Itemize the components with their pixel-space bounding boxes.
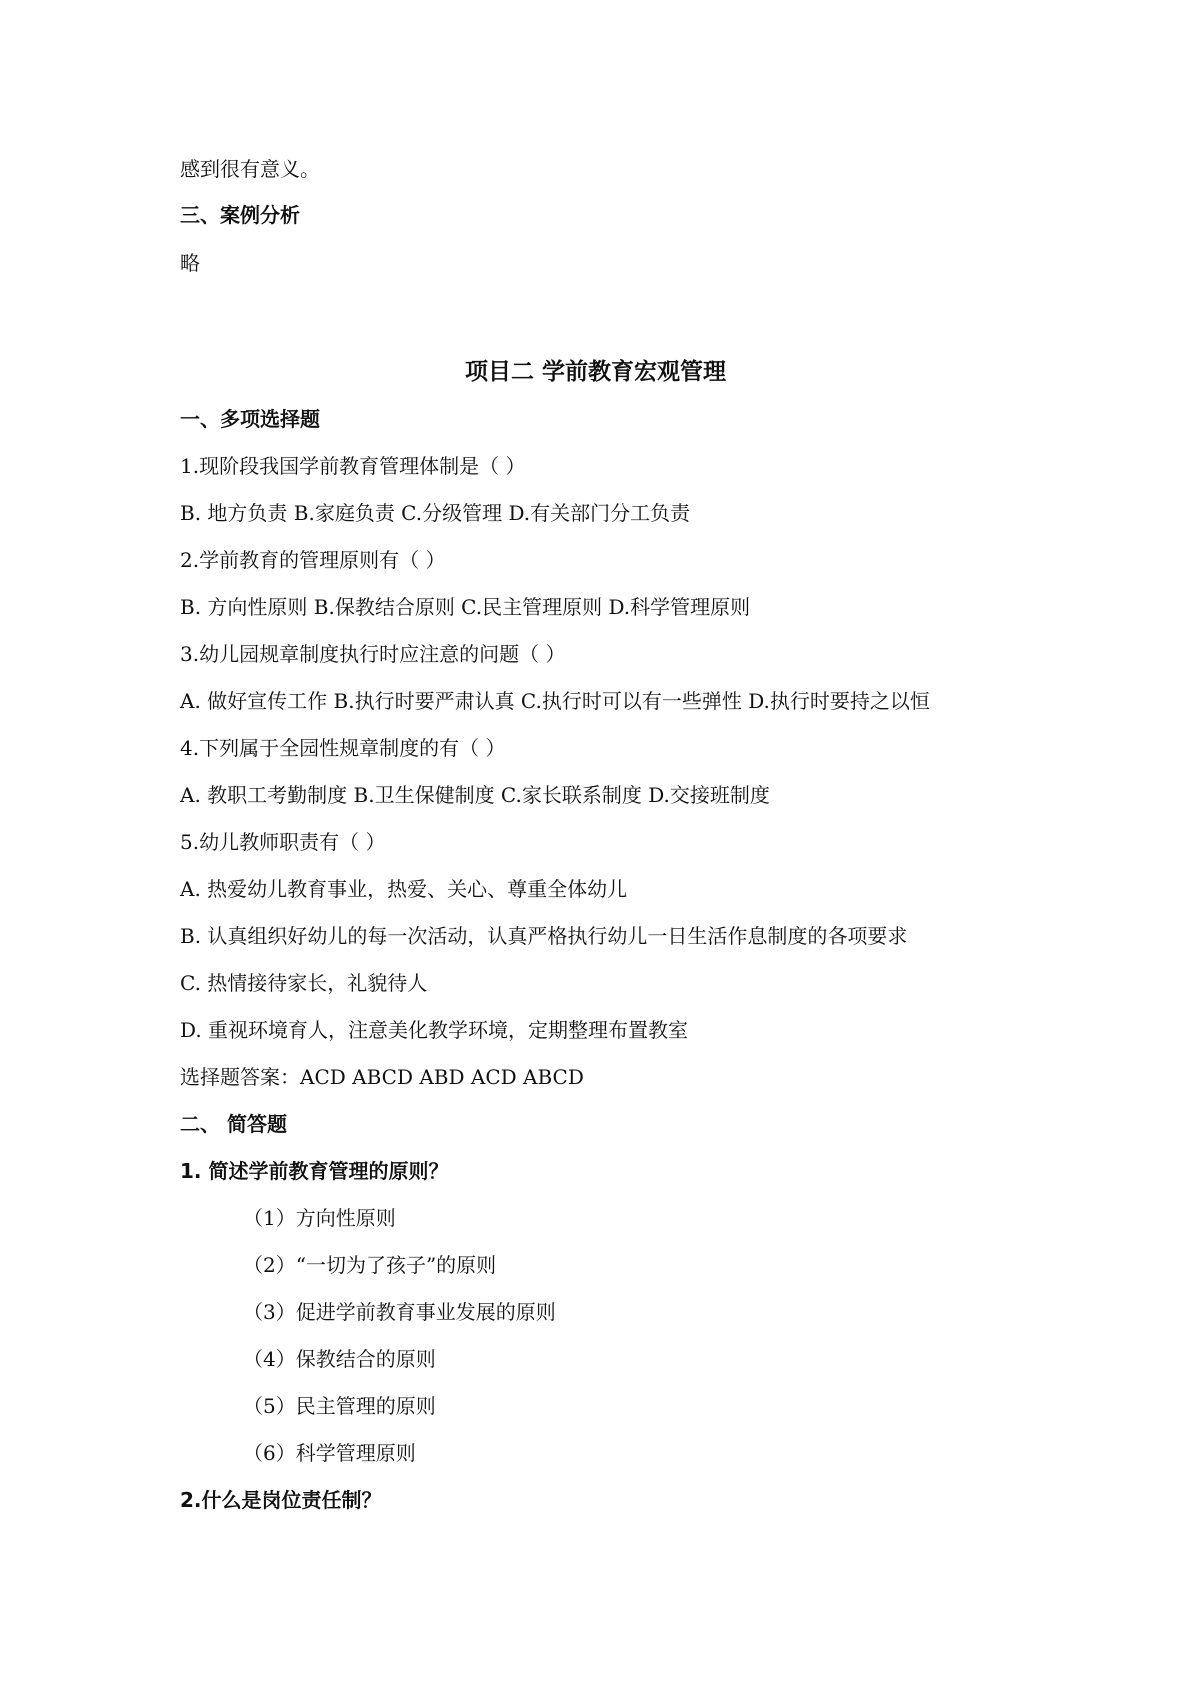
question-4-options: A. 教职工考勤制度 B.卫生保健制度 C.家长联系制度 D.交接班制度	[180, 783, 770, 807]
question-2-options: B. 方向性原则 B.保教结合原则 C.民主管理原则 D.科学管理原则	[180, 595, 751, 619]
case-analysis-body: 略	[180, 251, 200, 275]
short-answer-question-2: 2.什么是岗位责任制？	[180, 1488, 382, 1512]
principle-item-5: （5）民主管理的原则	[243, 1394, 436, 1418]
question-3: 3.幼儿园规章制度执行时应注意的问题（ ）	[180, 642, 566, 666]
principle-item-3: （3）促进学前教育事业发展的原则	[243, 1300, 556, 1324]
question-1: 1.现阶段我国学前教育管理体制是（ ）	[180, 454, 526, 478]
question-5-option-d: D. 重视环境育人，注意美化教学环境，定期整理布置教室	[180, 1018, 689, 1042]
top-paragraph: 感到很有意义。	[180, 157, 320, 181]
multiple-choice-heading: 一、多项选择题	[180, 407, 320, 431]
question-1-options: B. 地方负责 B.家庭负责 C.分级管理 D.有关部门分工负责	[180, 501, 691, 525]
question-4: 4.下列属于全园性规章制度的有（ ）	[180, 736, 506, 760]
principle-item-4: （4）保教结合的原则	[243, 1347, 436, 1371]
principle-item-1: （1）方向性原则	[243, 1206, 396, 1230]
short-answer-heading: 二、 简答题	[180, 1112, 287, 1136]
case-analysis-heading: 三、案例分析	[180, 203, 300, 227]
question-5-option-a: A. 热爱幼儿教育事业，热爱、关心、尊重全体幼儿	[180, 877, 628, 901]
question-3-options: A. 做好宣传工作 B.执行时要严肃认真 C.执行时可以有一些弹性 D.执行时要持之以恒	[180, 689, 930, 713]
project-title: 项目二 学前教育宏观管理	[464, 359, 726, 385]
question-2: 2.学前教育的管理原则有（ ）	[180, 548, 446, 572]
principle-item-6: （6）科学管理原则	[243, 1441, 416, 1465]
question-5-option-c: C. 热情接待家长，礼貌待人	[180, 971, 428, 995]
question-5-option-b: B. 认真组织好幼儿的每一次活动，认真严格执行幼儿一日生活作息制度的各项要求	[180, 924, 908, 948]
answer-key: 选择题答案：ACD ABCD ABD ACD ABCD	[180, 1065, 584, 1089]
principle-item-2: （2）“一切为了孩子”的原则	[243, 1253, 497, 1277]
short-answer-question-1: 1. 简述学前教育管理的原则？	[180, 1159, 449, 1183]
question-5: 5.幼儿教师职责有（ ）	[180, 830, 386, 854]
